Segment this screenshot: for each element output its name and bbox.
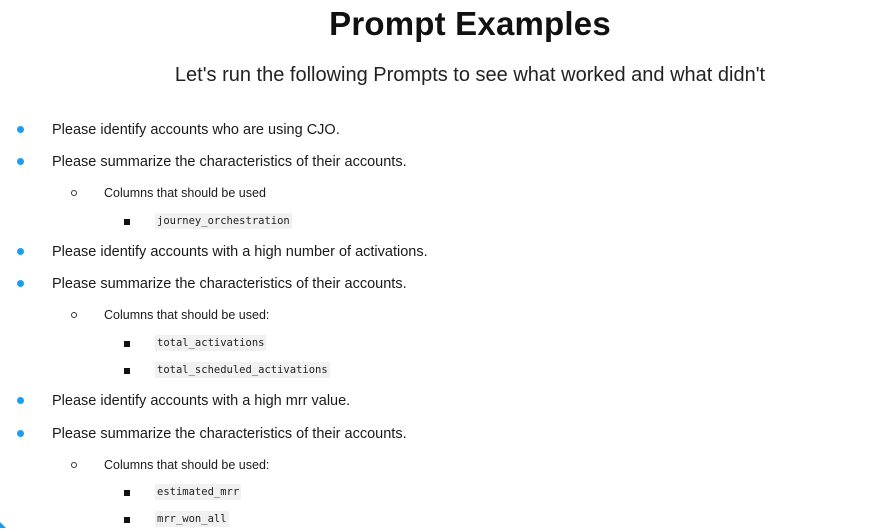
- bullet-icon: [17, 430, 24, 437]
- prompt-text: Please identify accounts with a high number of activations.: [52, 244, 428, 260]
- prompt-text: Please summarize the characteristics of their accounts.: [52, 276, 407, 292]
- square-bullet-icon: [124, 341, 130, 347]
- hollow-bullet-icon: [71, 190, 77, 196]
- prompt-text: Please identify accounts who are using CJO.: [52, 122, 340, 138]
- column-name-code: journey_orchestration: [157, 215, 290, 227]
- square-bullet-icon: [124, 368, 130, 374]
- square-bullet-icon: [124, 490, 130, 496]
- column-name-code: mrr_won_all: [157, 513, 227, 525]
- columns-heading-text: Columns that should be used: [104, 186, 266, 200]
- bullet-icon: [17, 280, 24, 287]
- square-bullet-icon: [124, 517, 130, 523]
- column-name-code: total_scheduled_activations: [157, 364, 328, 376]
- bullet-icon: [17, 126, 24, 133]
- prompt-text: Please identify accounts with a high mrr value.: [52, 393, 351, 409]
- bullet-icon: [17, 397, 24, 404]
- page-title: Prompt Examples: [329, 5, 611, 42]
- columns-heading-text: Columns that should be used:: [104, 308, 270, 322]
- columns-heading-text: Columns that should be used:: [104, 458, 270, 472]
- prompt-text: Please summarize the characteristics of their accounts.: [52, 426, 407, 442]
- prompt-text: Please summarize the characteristics of their accounts.: [52, 154, 407, 170]
- hollow-bullet-icon: [71, 462, 77, 468]
- hollow-bullet-icon: [71, 312, 77, 318]
- corner-marker-icon: [0, 522, 6, 528]
- page-subtitle: Let's run the following Prompts to see what worked and what didn't: [174, 64, 766, 86]
- column-name-code: total_activations: [157, 337, 265, 349]
- column-name-code: estimated_mrr: [157, 486, 240, 498]
- bullet-icon: [17, 158, 24, 165]
- square-bullet-icon: [124, 219, 130, 225]
- bullet-icon: [17, 248, 24, 255]
